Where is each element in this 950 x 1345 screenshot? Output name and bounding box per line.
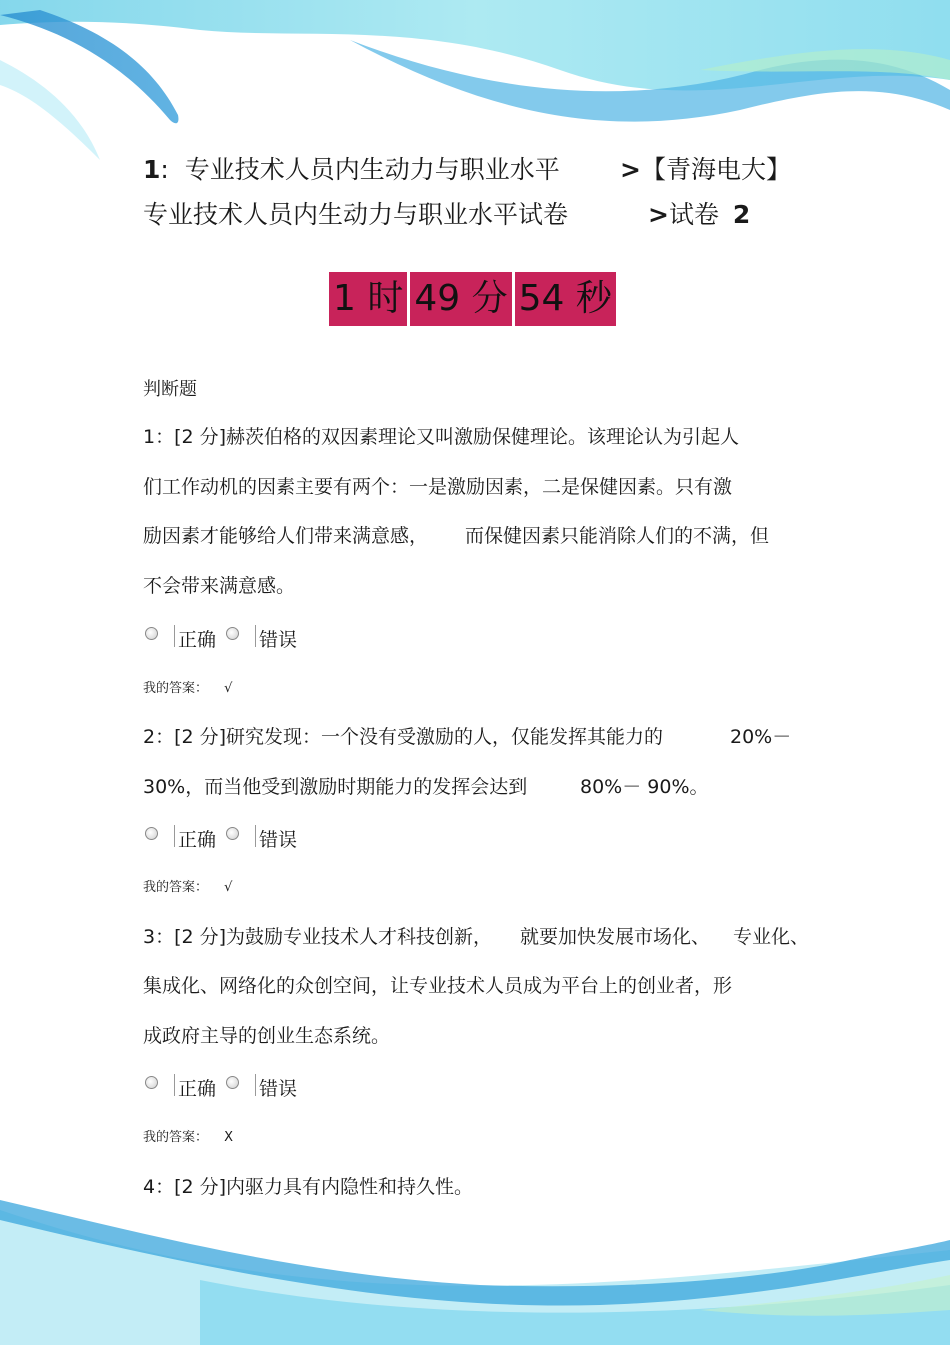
title-colon: : [160, 155, 169, 184]
divider [255, 625, 256, 647]
page-title-line1 [143, 155, 560, 185]
title-number: 1 [143, 155, 161, 184]
section-heading: 判断题 [143, 379, 197, 400]
radio-false[interactable] [226, 827, 239, 840]
question-1-answer [143, 677, 232, 696]
question-1-line-4: 不会带来满意感。 [143, 575, 296, 597]
question-3-answer [143, 1126, 233, 1145]
radio-true[interactable] [145, 627, 158, 640]
title-exam-label: 试卷 [668, 200, 719, 229]
question-3-line-2: 集成化、网络化的众创空间，让专业技术人员成为平台上的创业者，形 [143, 975, 733, 997]
option-true-label[interactable]: 正确 [178, 1078, 217, 1100]
answer-value: X [224, 1130, 234, 1145]
answer-label: 我的答案： [143, 681, 209, 696]
arrow-glyph: > [648, 200, 669, 229]
timer-minutes: 49 分 [410, 272, 511, 326]
divider [255, 825, 256, 847]
question-1-line-3b: 而保健因素只能消除人们的不满，但 [465, 525, 770, 547]
option-false-label[interactable]: 错误 [259, 1078, 298, 1100]
title-source: 【青海电大】 [640, 155, 791, 184]
title-arrow-2 [648, 200, 750, 230]
page-title-line2 [143, 200, 568, 230]
question-2-answer [143, 876, 232, 895]
question-3-line-1a: 3：[2 分]为鼓励专业技术人才科技创新， [143, 926, 493, 948]
question-2-options [145, 825, 307, 852]
divider [174, 825, 175, 847]
option-true-label[interactable]: 正确 [178, 829, 217, 851]
answer-value: √ [224, 681, 233, 696]
title-arrow-1 [620, 155, 791, 185]
title-exam-name: 专业技术人员内生动力与职业水平试卷 [143, 200, 569, 229]
timer-seconds: 54 秒 [515, 272, 616, 326]
timer-hours: 1 时 [329, 272, 407, 326]
radio-true[interactable] [145, 1076, 158, 1089]
answer-label: 我的答案： [143, 880, 209, 895]
arrow-glyph: > [620, 155, 641, 184]
question-3-options [145, 1074, 307, 1101]
divider [174, 1074, 175, 1096]
option-true-label[interactable]: 正确 [178, 629, 217, 651]
divider [174, 625, 175, 647]
radio-false[interactable] [226, 627, 239, 640]
question-1-line-2: 们工作动机的因素主要有两个：一是激励因素，二是保健因素。只有激 [143, 476, 733, 498]
question-3-line-3: 成政府主导的创业生态系统。 [143, 1025, 391, 1047]
answer-label: 我的答案： [143, 1130, 209, 1145]
countdown-timer [329, 272, 616, 326]
question-2-line-1a: 2：[2 分]研究发现：一个没有受激励的人，仅能发挥其能力的 [143, 726, 664, 748]
question-2-line-1b: 20%－ [730, 726, 792, 748]
question-3-line-1b: 就要加快发展市场化、 [520, 926, 711, 948]
answer-value: √ [224, 880, 233, 895]
question-1-options [145, 625, 307, 652]
title-exam-number: 2 [732, 200, 751, 229]
question-3-line-1c: 专业化、 [733, 926, 810, 948]
question-4-line-1: 4：[2 分]内驱力具有内隐性和持久性。 [143, 1176, 474, 1198]
question-2-line-2b: 80%－ 90%。 [580, 776, 709, 798]
divider [255, 1074, 256, 1096]
question-1-line-3a: 励因素才能够给人们带来满意感， [143, 525, 429, 547]
title-course-name: 专业技术人员内生动力与职业水平 [184, 155, 560, 184]
option-false-label[interactable]: 错误 [259, 629, 298, 651]
question-2-line-2a: 30%，而当他受到激励时期能力的发挥会达到 [143, 776, 528, 798]
option-false-label[interactable]: 错误 [259, 829, 298, 851]
radio-true[interactable] [145, 827, 158, 840]
question-1-line-1: 1：[2 分]赫茨伯格的双因素理论又叫激励保健理论。该理论认为引起人 [143, 426, 740, 448]
radio-false[interactable] [226, 1076, 239, 1089]
bottom-wave-decoration [0, 1190, 950, 1345]
